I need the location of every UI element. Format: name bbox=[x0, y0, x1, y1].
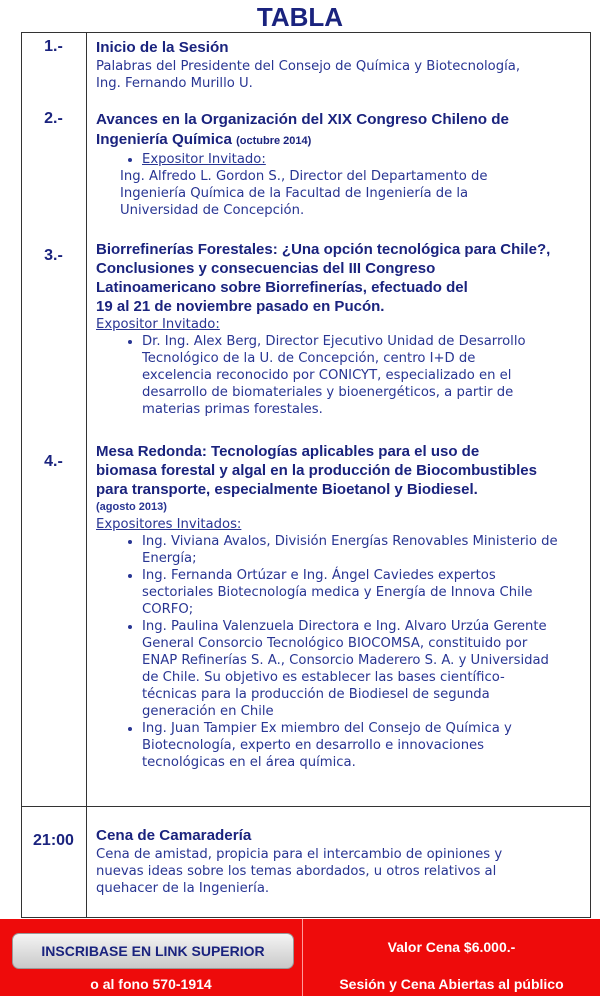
phone-text: o al fono 570-1914 bbox=[90, 976, 212, 992]
expositor-label: • Expositor Invitado: bbox=[142, 151, 584, 168]
item-date: (agosto 2013) bbox=[96, 501, 167, 513]
item-date: (octubre 2014) bbox=[236, 135, 312, 147]
item-time: 21:00 bbox=[33, 832, 74, 849]
agenda-item-4 bbox=[96, 442, 584, 771]
item-heading: Latinoamericano sobre Biorrefinerías, efectuado del bbox=[96, 279, 468, 296]
item-heading-cont: Ingeniería Química bbox=[96, 131, 232, 148]
item-heading: Cena de Camaradería bbox=[96, 827, 252, 844]
item-line: Ing. Fernando Murillo U. bbox=[96, 76, 253, 91]
expositor-entry: • Ing. Fernanda Ortúzar e Ing. Ángel Caviedes expertos sectoriales Biotecnología medica y Energía de Innova Chile CORFO; bbox=[142, 567, 584, 618]
item-heading: Avances en la Organización del XIX Congreso Chileno de bbox=[96, 111, 509, 128]
item-line: nuevas ideas sobre los temas abordados, u otros relativos al bbox=[96, 864, 497, 879]
expositor-entry: • Ing. Viviana Avalos, División Energías Renovables Ministerio de Energía; bbox=[142, 533, 584, 567]
expositor-label: Expositor Invitado: bbox=[96, 317, 220, 332]
item-heading: Biorrefinerías Forestales: ¿Una opción tecnológica para Chile?, bbox=[96, 241, 551, 258]
expositor-entry: • Dr. Ing. Alex Berg, Director Ejecutivo Unidad de Desarrollo Tecnológico de la U. de Concepción, centro I+D de excelencia reconocido por CONICYT, especializado en el desarrollo de biomateriales y bioenergéticos, a partir de materias primas forestales. bbox=[142, 333, 584, 418]
item-heading: Conclusiones y consecuencias del III Congreso bbox=[96, 260, 436, 277]
item-line: Cena de amistad, propicia para el intercambio de opiniones y bbox=[96, 847, 503, 862]
item-heading: Mesa Redonda: Tecnologías aplicables para el uso de bbox=[96, 443, 480, 460]
agenda-item-2 bbox=[96, 110, 584, 219]
item-line: Universidad de Concepción. bbox=[120, 203, 305, 218]
agenda-item-1 bbox=[96, 38, 584, 92]
item-heading: biomasa forestal y algal en la producción de Biocombustibles bbox=[96, 462, 537, 479]
item-heading: para transporte, especialmente Bioetanol y Biodiesel. bbox=[96, 481, 478, 498]
item-line: Ingeniería Química de la Facultad de Ingeniería de la bbox=[120, 186, 469, 201]
row-divider bbox=[21, 806, 591, 807]
open-to-public-text: Sesión y Cena Abiertas al público bbox=[339, 976, 564, 992]
agenda-item-dinner bbox=[96, 826, 584, 897]
register-button[interactable]: INSCRIBASE EN LINK SUPERIOR bbox=[12, 933, 294, 969]
item-number: 2.- bbox=[44, 110, 63, 127]
item-line: Palabras del Presidente del Consejo de Química y Biotecnología, bbox=[96, 59, 521, 74]
expositor-entry: • Ing. Paulina Valenzuela Directora e Ing. Alvaro Urzúa Gerente General Consorcio Tecnológico BIOCOMSA, constituido por ENAP Refinerías S. A., Consorcio Maderero S. A. y Universidad de Chile. Su objetivo es establecer las bases científico- técnicas para la producción de Biodiesel de segunda generación en Chile bbox=[142, 618, 584, 720]
item-heading: Inicio de la Sesión bbox=[96, 39, 229, 56]
expositor-entry: • Ing. Juan Tampier Ex miembro del Consejo de Química y Biotecnología, experto en desarrollo e innovaciones tecnológicas en el área química. bbox=[142, 720, 584, 771]
item-number: 4.- bbox=[44, 453, 63, 470]
page-title: TABLA bbox=[256, 2, 344, 32]
price-text: Valor Cena $6.000.- bbox=[387, 939, 516, 955]
item-line: quehacer de la Ingeniería. bbox=[96, 881, 270, 896]
agenda-item-3 bbox=[96, 240, 584, 418]
item-number: 1.- bbox=[44, 38, 63, 55]
column-divider bbox=[86, 32, 87, 918]
expositor-label: Expositores Invitados: bbox=[96, 517, 242, 532]
item-line: Ing. Alfredo L. Gordon S., Director del Departamento de bbox=[120, 169, 488, 184]
item-heading: 19 al 21 de noviembre pasado en Pucón. bbox=[96, 298, 385, 315]
item-number: 3.- bbox=[44, 247, 63, 264]
